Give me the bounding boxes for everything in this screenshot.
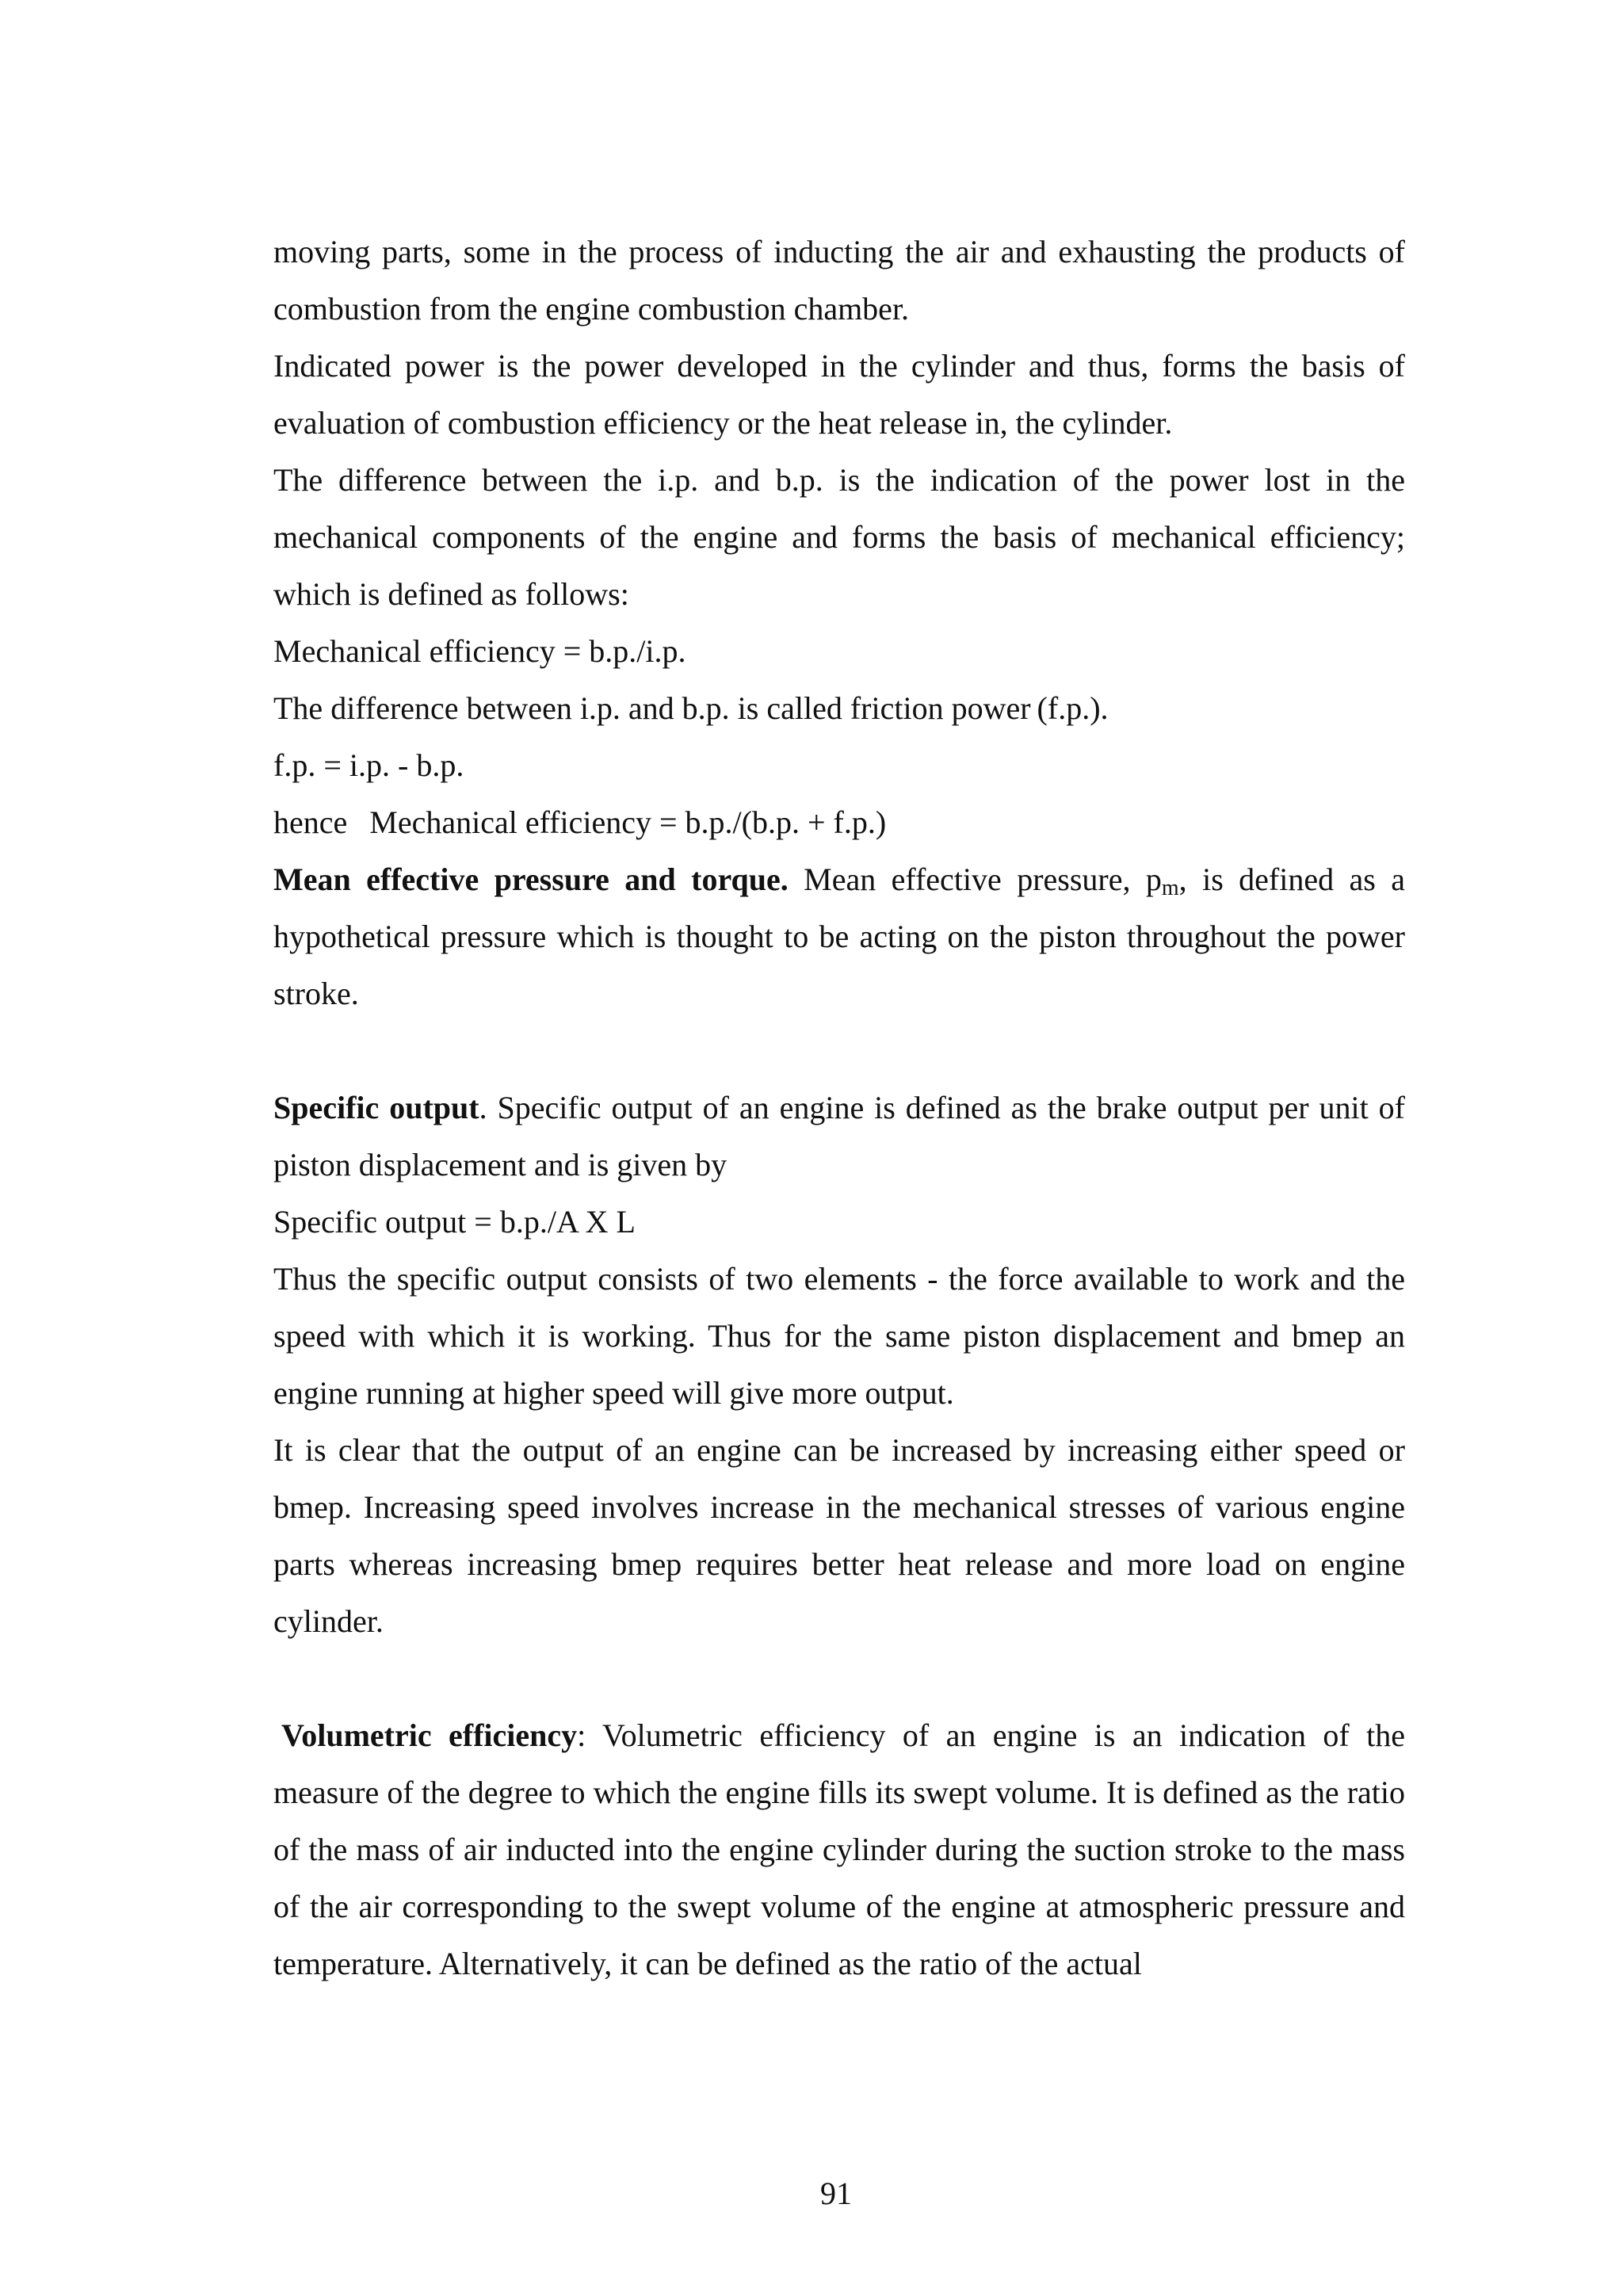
paragraph-mean-effective-pressure [273, 851, 1405, 1022]
equation-mechanical-efficiency-hence [273, 794, 1405, 851]
equation-friction-power: f.p. = i.p. - b.p. [273, 747, 464, 783]
paragraph-output-increase: It is clear that the output of an engine can be increased by increasing either speed or bmep. Increasing speed involves increase in the mechanical stresses of various engine parts whereas increasing bmep requires better heat release and more load on engine cylinder. [273, 1432, 1405, 1639]
paragraph-specific-output-elements: Thus the specific output consists of two elements - the force available to work and the speed with which it is working. Thus for the same piston displacement and bmep an engine running at higher speed will give more output. [273, 1261, 1405, 1411]
equation-mechanical-efficiency: Mechanical efficiency = b.p./i.p. [273, 633, 686, 669]
paragraph-power-difference: The difference between the i.p. and b.p. is the indication of the power lost in the mechanical components of the engine and forms the basis of mechanical efficiency; which is defined as follows: [273, 462, 1405, 612]
hence-equation: Mechanical efficiency = b.p./(b.p. + f.p.) [369, 804, 887, 840]
paragraph-specific-output [273, 1079, 1405, 1194]
paragraph-volumetric-efficiency [273, 1707, 1405, 1992]
equation-specific-output: Specific output = b.p./A X L [273, 1204, 636, 1240]
heading-volumetric-efficiency: Volumetric efficiency [281, 1717, 578, 1753]
mep-text-a: Mean effective pressure, p [788, 861, 1162, 897]
mep-text-b: , is defined as a hypothetical pressure which is thought to be acting on the piston throughout the power stroke. [273, 861, 1405, 1011]
page-number: 91 [820, 2176, 852, 2211]
paragraph-friction-power: The difference between i.p. and b.p. is called friction power (f.p.). [273, 690, 1109, 726]
volumetric-efficiency-text: : Volumetric efficiency of an engine is an indication of the measure of the degree to which the engine fills its swept volume. It is defined as the ratio of the mass of air inducted into the engine cylinder during the suction stroke to the mass of the air corresponding to the swept volume of the engine at atmospheric pressure and temperature. Alternatively, it can be defined as the ratio of the actual [273, 1717, 1405, 1981]
heading-specific-output: Specific output [273, 1090, 479, 1125]
hence-word: hence [273, 804, 348, 840]
page-body [273, 223, 1405, 1992]
specific-output-text: . Specific output of an engine is defined as the brake output per unit of piston displacement and is given by [273, 1090, 1405, 1182]
heading-mean-effective-pressure: Mean effective pressure and torque. [273, 861, 789, 897]
paragraph-indicated-power: Indicated power is the power developed in the cylinder and thus, forms the basis of evaluation of combustion efficiency or the heat release in, the cylinder. [273, 348, 1405, 441]
paragraph-continuation: moving parts, some in the process of inducting the air and exhausting the products of combustion from the engine combustion chamber. [273, 234, 1405, 327]
paragraph-gap [273, 1022, 1405, 1079]
paragraph-gap [273, 1650, 1405, 1707]
mep-subscript: m [1161, 876, 1179, 900]
